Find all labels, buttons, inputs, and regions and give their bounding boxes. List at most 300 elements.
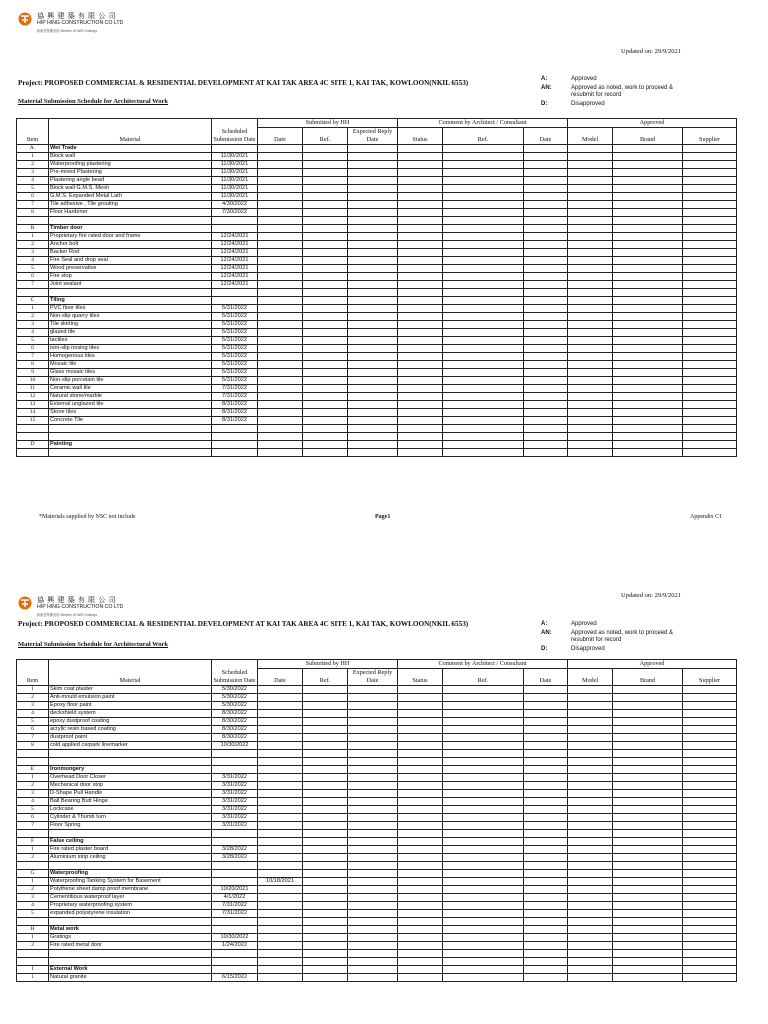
submitted-date-cell xyxy=(258,353,303,361)
scheduled-date-cell: 3/28/2022 xyxy=(212,854,258,862)
empty-cell xyxy=(348,185,398,193)
submitted-date-cell xyxy=(258,393,303,401)
empty-cell xyxy=(613,830,683,838)
empty-cell xyxy=(613,177,683,185)
empty-cell xyxy=(613,169,683,177)
scheduled-date-cell: 3/28/2022 xyxy=(212,846,258,854)
empty-cell xyxy=(398,926,443,934)
empty-cell xyxy=(683,449,737,457)
item-cell: 2 xyxy=(17,886,49,894)
empty-cell xyxy=(524,766,568,774)
empty-cell xyxy=(524,934,568,942)
col-header-date2: Date xyxy=(524,128,568,145)
table-row xyxy=(17,958,737,966)
empty-cell xyxy=(348,345,398,353)
empty-cell xyxy=(303,806,348,814)
empty-cell xyxy=(568,265,613,273)
scheduled-date-cell: 10/30/2022 xyxy=(212,934,258,942)
empty-cell xyxy=(348,750,398,758)
empty-cell xyxy=(568,902,613,910)
item-cell: 5 xyxy=(17,337,49,345)
company-logo xyxy=(18,10,124,40)
material-cell: Natural stone/marble xyxy=(49,393,212,401)
empty-cell xyxy=(398,694,443,702)
empty-cell xyxy=(613,718,683,726)
submitted-date-cell xyxy=(258,321,303,329)
empty-cell xyxy=(524,217,568,225)
empty-cell xyxy=(524,694,568,702)
empty-cell xyxy=(443,449,524,457)
empty-cell xyxy=(398,726,443,734)
empty-cell xyxy=(613,838,683,846)
submitted-date-cell xyxy=(258,742,303,750)
empty-cell xyxy=(524,153,568,161)
col-header-material: Material xyxy=(49,660,212,686)
material-cell xyxy=(49,950,212,958)
empty-cell xyxy=(613,686,683,694)
empty-cell xyxy=(443,926,524,934)
scheduled-date-cell: 5/31/2022 xyxy=(212,313,258,321)
empty-cell xyxy=(683,225,737,233)
empty-cell xyxy=(613,369,683,377)
empty-cell xyxy=(524,830,568,838)
scheduled-date-cell xyxy=(212,441,258,449)
empty-cell xyxy=(303,409,348,417)
scheduled-date-cell: 7/31/2022 xyxy=(212,910,258,918)
table-row xyxy=(17,902,737,910)
empty-cell xyxy=(683,177,737,185)
material-cell: G.M.S. Expanded Metal Lath xyxy=(49,193,212,201)
empty-cell xyxy=(568,361,613,369)
item-cell: 6 xyxy=(17,345,49,353)
item-cell: 1 xyxy=(17,974,49,982)
empty-cell xyxy=(398,185,443,193)
material-cell: Pre-mixed Plastering xyxy=(49,169,212,177)
submitted-date-cell xyxy=(258,862,303,870)
table-row xyxy=(17,814,737,822)
empty-cell xyxy=(303,369,348,377)
scheduled-date-cell: 12/24/2021 xyxy=(212,281,258,289)
empty-cell xyxy=(443,305,524,313)
empty-cell xyxy=(613,702,683,710)
empty-cell xyxy=(348,353,398,361)
empty-cell xyxy=(613,862,683,870)
scheduled-date-cell xyxy=(212,862,258,870)
empty-cell xyxy=(683,353,737,361)
legend-code: AN: xyxy=(541,85,552,91)
empty-cell xyxy=(348,734,398,742)
scheduled-date-cell: 7/31/2022 xyxy=(212,902,258,910)
empty-cell xyxy=(613,782,683,790)
empty-cell xyxy=(568,385,613,393)
empty-cell xyxy=(524,726,568,734)
empty-cell xyxy=(568,878,613,886)
empty-cell xyxy=(303,942,348,950)
material-cell: Fire Seal and drop seal xyxy=(49,257,212,265)
empty-cell xyxy=(568,289,613,297)
legend-text: Approved as noted, work to proceed & resubmit for record xyxy=(571,630,674,643)
empty-cell xyxy=(683,161,737,169)
item-cell: 8 xyxy=(17,209,49,217)
material-cell xyxy=(49,217,212,225)
empty-cell xyxy=(613,353,683,361)
empty-cell xyxy=(398,345,443,353)
empty-cell xyxy=(303,417,348,425)
empty-cell xyxy=(613,305,683,313)
empty-cell xyxy=(398,153,443,161)
scheduled-date-cell: 3/31/2022 xyxy=(212,782,258,790)
table-row xyxy=(17,433,737,441)
empty-cell xyxy=(443,393,524,401)
empty-cell xyxy=(443,353,524,361)
empty-cell xyxy=(683,201,737,209)
empty-cell xyxy=(348,305,398,313)
material-cell: Anchor bolt xyxy=(49,241,212,249)
scheduled-date-cell: 5/31/2022 xyxy=(212,337,258,345)
empty-cell xyxy=(303,441,348,449)
empty-cell xyxy=(524,942,568,950)
col-header-ref: Ref. xyxy=(303,669,348,686)
empty-cell xyxy=(568,718,613,726)
empty-cell xyxy=(613,185,683,193)
empty-cell xyxy=(348,273,398,281)
empty-cell xyxy=(443,846,524,854)
submitted-date-cell xyxy=(258,870,303,878)
item-cell: H xyxy=(17,926,49,934)
empty-cell xyxy=(398,161,443,169)
empty-cell xyxy=(683,369,737,377)
table-row xyxy=(17,417,737,425)
table-row xyxy=(17,782,737,790)
empty-cell xyxy=(568,694,613,702)
empty-cell xyxy=(348,806,398,814)
empty-cell xyxy=(683,902,737,910)
empty-cell xyxy=(443,401,524,409)
legend-row xyxy=(541,621,721,628)
submitted-date-cell xyxy=(258,145,303,153)
empty-cell xyxy=(398,409,443,417)
empty-cell xyxy=(348,790,398,798)
empty-cell xyxy=(683,702,737,710)
col-header-date: Date xyxy=(258,128,303,145)
empty-cell xyxy=(568,401,613,409)
scheduled-date-cell: 3/31/2022 xyxy=(212,790,258,798)
empty-cell xyxy=(348,798,398,806)
empty-cell xyxy=(683,926,737,934)
empty-cell xyxy=(568,830,613,838)
submitted-date-cell xyxy=(258,425,303,433)
item-cell: 3 xyxy=(17,249,49,257)
empty-cell xyxy=(443,169,524,177)
empty-cell xyxy=(443,830,524,838)
empty-cell xyxy=(524,870,568,878)
empty-cell xyxy=(398,169,443,177)
item-cell: G xyxy=(17,870,49,878)
section-row xyxy=(17,297,737,305)
scheduled-date-cell: 12/24/2021 xyxy=(212,265,258,273)
empty-cell xyxy=(348,958,398,966)
scheduled-date-cell xyxy=(212,766,258,774)
item-cell: 1 xyxy=(17,686,49,694)
scheduled-date-cell: 7/30/2022 xyxy=(212,209,258,217)
table-row xyxy=(17,161,737,169)
submitted-date-cell xyxy=(258,718,303,726)
scheduled-date-cell: 12/24/2021 xyxy=(212,241,258,249)
empty-cell xyxy=(568,910,613,918)
scheduled-date-cell: 11/30/2021 xyxy=(212,169,258,177)
material-cell: non-slip nosing tiles xyxy=(49,345,212,353)
material-cell: Floor Spring xyxy=(49,822,212,830)
empty-cell xyxy=(398,734,443,742)
material-cell: D-Shape Pull Handle xyxy=(49,790,212,798)
empty-cell xyxy=(613,377,683,385)
empty-cell xyxy=(398,918,443,926)
table-row xyxy=(17,185,737,193)
empty-cell xyxy=(443,193,524,201)
item-cell xyxy=(17,750,49,758)
company-logo-icon xyxy=(18,12,32,26)
empty-cell xyxy=(398,233,443,241)
legend-row xyxy=(541,76,721,83)
scheduled-date-cell xyxy=(212,830,258,838)
empty-cell xyxy=(683,185,737,193)
empty-cell xyxy=(683,305,737,313)
material-cell: Waterproofing xyxy=(49,870,212,878)
empty-cell xyxy=(683,345,737,353)
item-cell: 1 xyxy=(17,233,49,241)
table-row xyxy=(17,726,737,734)
empty-cell xyxy=(683,718,737,726)
empty-cell xyxy=(398,393,443,401)
item-cell: 3 xyxy=(17,790,49,798)
item-cell: 7 xyxy=(17,822,49,830)
material-cell xyxy=(49,289,212,297)
submitted-date-cell xyxy=(258,329,303,337)
scheduled-date-cell: 5/31/2022 xyxy=(212,305,258,313)
material-cell: Skim coat plaster xyxy=(49,686,212,694)
submitted-date-cell xyxy=(258,758,303,766)
empty-cell xyxy=(303,321,348,329)
empty-cell xyxy=(443,894,524,902)
footer-page-number: Page1 xyxy=(375,514,391,520)
empty-cell xyxy=(524,958,568,966)
empty-cell xyxy=(524,798,568,806)
empty-cell xyxy=(398,974,443,982)
empty-cell xyxy=(398,177,443,185)
empty-cell xyxy=(683,209,737,217)
empty-cell xyxy=(613,249,683,257)
empty-cell xyxy=(303,233,348,241)
submitted-date-cell xyxy=(258,169,303,177)
item-cell: 7 xyxy=(17,281,49,289)
table-row xyxy=(17,265,737,273)
empty-cell xyxy=(348,710,398,718)
legend-row xyxy=(541,646,721,653)
table-row xyxy=(17,313,737,321)
empty-cell xyxy=(524,854,568,862)
empty-cell xyxy=(443,369,524,377)
empty-cell xyxy=(348,774,398,782)
empty-cell xyxy=(443,385,524,393)
empty-cell xyxy=(568,862,613,870)
empty-cell xyxy=(568,870,613,878)
scheduled-date-cell: 8/31/2022 xyxy=(212,417,258,425)
empty-cell xyxy=(303,385,348,393)
scheduled-date-cell xyxy=(212,966,258,974)
empty-cell xyxy=(613,281,683,289)
submitted-date-cell xyxy=(258,305,303,313)
schedule-title: Material Submission Schedule for Architectural Work xyxy=(18,641,169,648)
empty-cell xyxy=(303,273,348,281)
submitted-date-cell xyxy=(258,822,303,830)
material-cell: Fire stop xyxy=(49,273,212,281)
empty-cell xyxy=(613,758,683,766)
empty-cell xyxy=(443,838,524,846)
empty-cell xyxy=(524,441,568,449)
empty-cell xyxy=(568,425,613,433)
table-row xyxy=(17,774,737,782)
empty-cell xyxy=(443,694,524,702)
col-header-comment: Comment by Architect / Consultant xyxy=(398,660,568,669)
material-cell xyxy=(49,750,212,758)
empty-cell xyxy=(348,201,398,209)
item-cell: 6 xyxy=(17,814,49,822)
empty-cell xyxy=(348,385,398,393)
item-cell: 5 xyxy=(17,718,49,726)
empty-cell xyxy=(568,790,613,798)
empty-cell xyxy=(683,710,737,718)
empty-cell xyxy=(443,822,524,830)
empty-cell xyxy=(303,822,348,830)
empty-cell xyxy=(398,433,443,441)
item-cell: 11 xyxy=(17,385,49,393)
material-cell xyxy=(49,862,212,870)
empty-cell xyxy=(443,798,524,806)
empty-cell xyxy=(348,225,398,233)
empty-cell xyxy=(398,878,443,886)
scheduled-date-cell: 11/30/2021 xyxy=(212,193,258,201)
empty-cell xyxy=(398,942,443,950)
submitted-date-cell xyxy=(258,257,303,265)
empty-cell xyxy=(568,734,613,742)
empty-cell xyxy=(303,854,348,862)
updated-date: Updated on: 29/9/2021 xyxy=(621,48,681,55)
material-cell: tactiles xyxy=(49,337,212,345)
table-row xyxy=(17,942,737,950)
submitted-date-cell xyxy=(258,902,303,910)
submitted-date-cell xyxy=(258,193,303,201)
scheduled-date-cell: 8/30/2022 xyxy=(212,710,258,718)
submitted-date-cell xyxy=(258,846,303,854)
material-cell: Non-slip porcelain tile xyxy=(49,377,212,385)
empty-cell xyxy=(683,766,737,774)
empty-cell xyxy=(443,185,524,193)
empty-cell xyxy=(613,393,683,401)
submitted-date-cell xyxy=(258,409,303,417)
empty-cell xyxy=(398,822,443,830)
table-row xyxy=(17,702,737,710)
empty-cell xyxy=(398,145,443,153)
empty-cell xyxy=(613,153,683,161)
item-cell: 14 xyxy=(17,409,49,417)
empty-cell xyxy=(303,950,348,958)
empty-cell xyxy=(443,425,524,433)
item-cell xyxy=(17,433,49,441)
empty-cell xyxy=(568,934,613,942)
table-row xyxy=(17,425,737,433)
empty-cell xyxy=(613,694,683,702)
empty-cell xyxy=(303,862,348,870)
submitted-date-cell xyxy=(258,161,303,169)
empty-cell xyxy=(524,257,568,265)
empty-cell xyxy=(398,297,443,305)
item-cell: 3 xyxy=(17,702,49,710)
table-row xyxy=(17,217,737,225)
submitted-date-cell xyxy=(258,297,303,305)
empty-cell xyxy=(568,409,613,417)
empty-cell xyxy=(613,942,683,950)
empty-cell xyxy=(443,241,524,249)
empty-cell xyxy=(348,289,398,297)
empty-cell xyxy=(524,145,568,153)
submitted-date-cell xyxy=(258,934,303,942)
empty-cell xyxy=(568,201,613,209)
empty-cell xyxy=(398,425,443,433)
item-cell: F xyxy=(17,838,49,846)
submitted-date-cell xyxy=(258,766,303,774)
scheduled-date-cell: 5/30/2022 xyxy=(212,694,258,702)
material-cell: Concrete Tile xyxy=(49,417,212,425)
empty-cell xyxy=(303,926,348,934)
col-header-material: Material xyxy=(49,119,212,145)
empty-cell xyxy=(613,886,683,894)
empty-cell xyxy=(443,870,524,878)
empty-cell xyxy=(524,742,568,750)
empty-cell xyxy=(348,409,398,417)
empty-cell xyxy=(613,217,683,225)
project-title: Project: PROPOSED COMMERCIAL & RESIDENTIAL DEVELOPMENT AT KAI TAK AREA 4C SITE 1, KAI TAK, KOWLOON(NKIL 6553) xyxy=(18,620,469,628)
empty-cell xyxy=(348,846,398,854)
material-cell: Metal work xyxy=(49,926,212,934)
material-cell: Overhead Door Closer xyxy=(49,774,212,782)
submitted-date-cell xyxy=(258,798,303,806)
empty-cell xyxy=(398,305,443,313)
empty-cell xyxy=(524,289,568,297)
empty-cell xyxy=(613,950,683,958)
empty-cell xyxy=(303,702,348,710)
empty-cell xyxy=(303,814,348,822)
material-cell xyxy=(49,449,212,457)
empty-cell xyxy=(683,281,737,289)
item-cell xyxy=(17,918,49,926)
empty-cell xyxy=(303,694,348,702)
empty-cell xyxy=(398,377,443,385)
scheduled-date-cell xyxy=(212,958,258,966)
col-header-status: Status xyxy=(398,669,443,686)
legend-text: Approved xyxy=(571,76,597,82)
empty-cell xyxy=(613,966,683,974)
item-cell: 2 xyxy=(17,313,49,321)
updated-date: Updated on: 29/9/2021 xyxy=(621,592,681,599)
empty-cell xyxy=(443,377,524,385)
empty-cell xyxy=(683,361,737,369)
submitted-date-cell xyxy=(258,177,303,185)
scheduled-date-cell: 5/30/2022 xyxy=(212,702,258,710)
empty-cell xyxy=(568,337,613,345)
empty-cell xyxy=(443,265,524,273)
empty-cell xyxy=(443,337,524,345)
empty-cell xyxy=(613,265,683,273)
